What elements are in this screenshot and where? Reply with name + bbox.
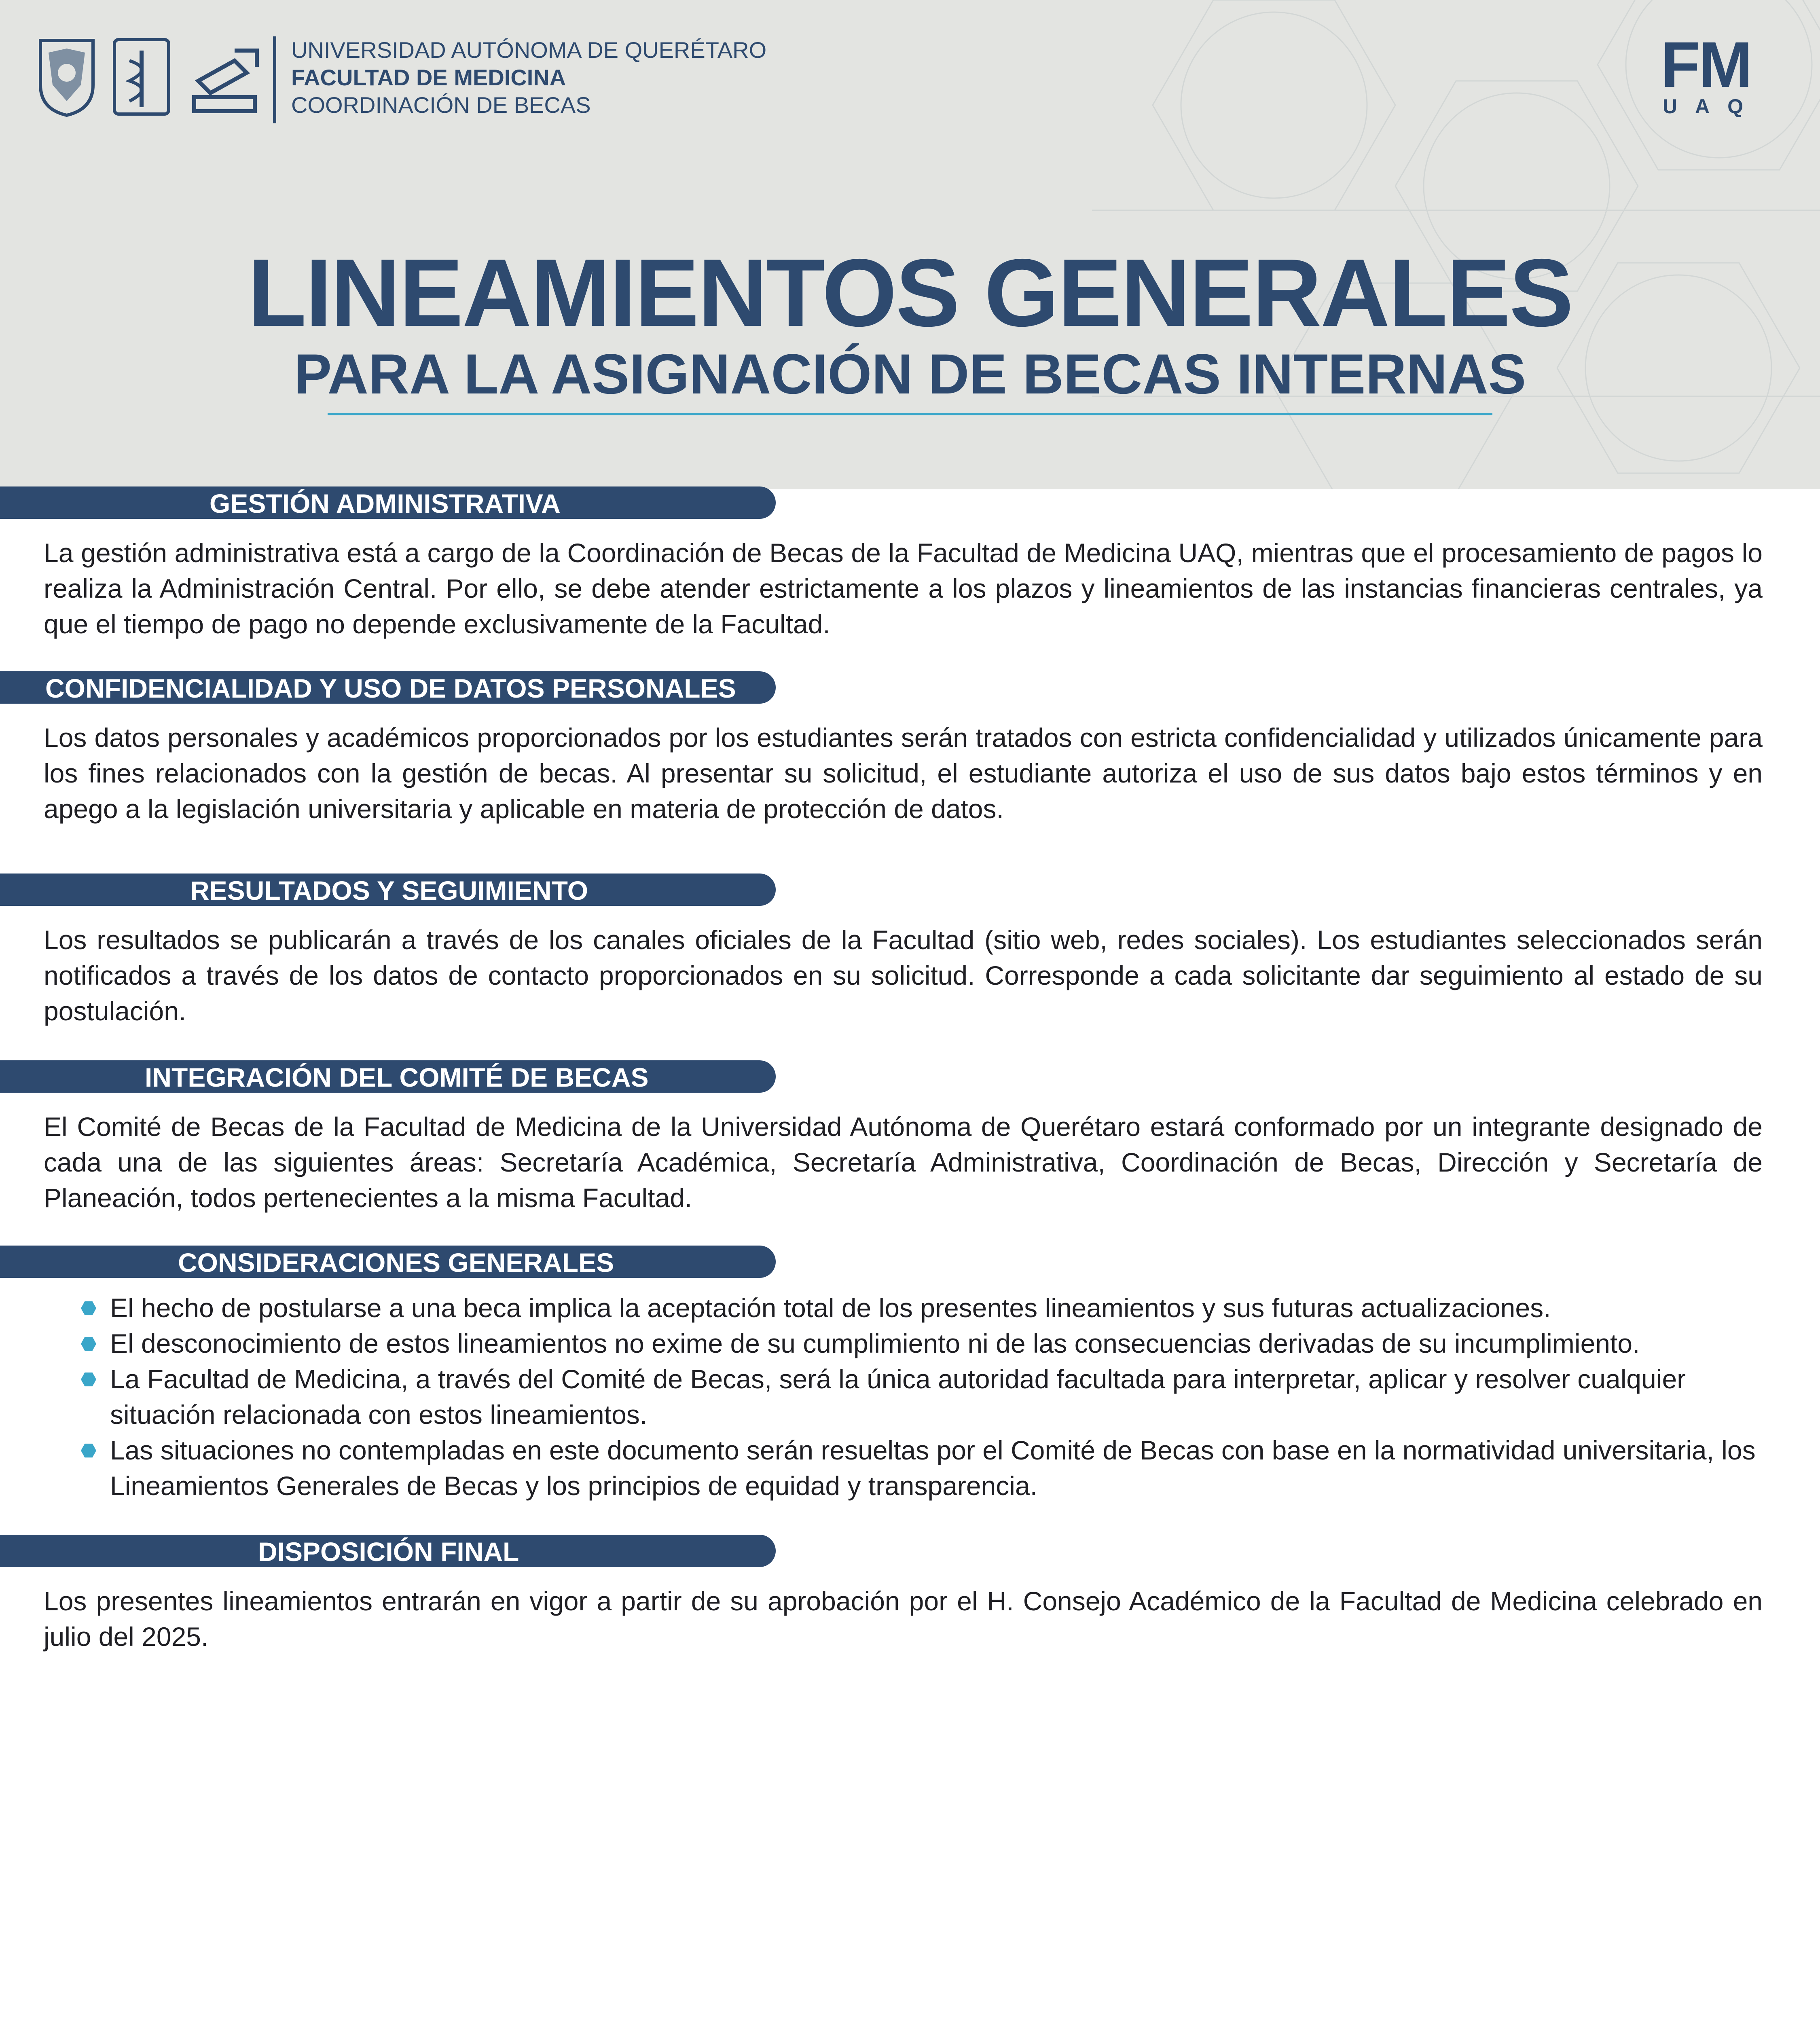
coordination-name: COORDINACIÓN DE BECAS — [291, 92, 591, 118]
list-item-text: El hecho de postularse a una beca implica la aceptación total de los presentes lineamientos y sus futuras actualizaciones. — [110, 1293, 1551, 1323]
section-body: El Comité de Becas de la Facultad de Medicina de la Universidad Autónoma de Querétaro estará conformado por un integrante designado de cada una de las siguientes áreas: Secretaría Académica, Secretaría Administrativa, Coordinación de Becas, Dirección y Secretaría de Planeación, todos pertenecientes a la misma Facultad. — [44, 1112, 1763, 1213]
section-title: DISPOSICIÓN FINAL — [258, 1537, 519, 1567]
title-underline — [328, 413, 1492, 415]
institution-name — [291, 36, 766, 119]
list-item — [81, 1361, 1796, 1432]
header-divider — [273, 36, 276, 123]
list-item-text: El desconocimiento de estos lineamientos no exime de su cumplimiento ni de las consecuencias derivadas de su incumplimiento. — [110, 1328, 1640, 1358]
hexagon-bullet-icon — [81, 1336, 96, 1352]
hexagon-bullet-icon — [81, 1301, 96, 1316]
hexagon-bullet-icon — [81, 1372, 96, 1387]
section-title: CONSIDERACIONES GENERALES — [178, 1248, 614, 1277]
page-title — [0, 239, 1820, 408]
section-title: INTEGRACIÓN DEL COMITÉ DE BECAS — [145, 1062, 649, 1092]
university-name: UNIVERSIDAD AUTÓNOMA DE QUERÉTARO — [291, 37, 767, 63]
section-body: La gestión administrativa está a cargo de la Coordinación de Becas de la Facultad de Medicina UAQ, mientras que el procesamiento de pagos lo realiza la Administración Central. Por ello, se debe atender estrictamente a los plazos y lineamientos de las instancias financieras centrales, ya que el tiempo de pago no depende exclusivamente de la Facultad. — [44, 538, 1763, 639]
hexagon-bullet-icon — [81, 1443, 96, 1458]
faculty-name: FACULTAD DE MEDICINA — [291, 65, 566, 90]
list-item-text: Las situaciones no contempladas en este documento serán resueltas por el Comité de Becas con base en la normatividad universitaria, los Lineamientos Generales de Becas y los principios de equidad y transparencia. — [110, 1435, 1756, 1501]
scholarship-hand-icon — [186, 36, 263, 117]
fm-logo-sub: UAQ — [1662, 95, 1761, 118]
section-body: Los resultados se publicarán a través de los canales oficiales de la Facultad (sitio web, redes sociales). Los estudiantes seleccionados serán notificados a través de los datos de contacto proporcionados en su solicitud. Corresponde a cada solicitante dar seguimiento al estado de su postulación. — [44, 925, 1763, 1026]
medicine-seal-icon — [111, 36, 172, 117]
section-body: Los presentes lineamientos entrarán en vigor a partir de su aprobación por el H. Consejo Académico de la Facultad de Medicina celebrado en julio del 2025. — [44, 1586, 1763, 1652]
section-title: CONFIDENCIALIDAD Y USO DE DATOS PERSONALES — [45, 673, 736, 703]
fm-logo-text: FM — [1660, 28, 1751, 101]
list-item — [81, 1432, 1796, 1504]
list-item-text: La Facultad de Medicina, a través del Comité de Becas, será la única autoridad facultada para interpretar, aplicar y resolver cualquier situación relacionada con estos lineamientos. — [110, 1364, 1686, 1430]
section-title: RESULTADOS Y SEGUIMIENTO — [190, 876, 588, 905]
section-title: GESTIÓN ADMINISTRATIVA — [210, 489, 561, 518]
list-item — [81, 1326, 1796, 1361]
section-body: Los datos personales y académicos proporcionados por los estudiantes serán tratados con estricta confidencialidad y utilizados únicamente para los fines relacionados con la gestión de becas. Al presentar su solicitud, el estudiante autoriza el uso de sus datos bajo estos términos y en apego a la legislación universitaria y aplicable en materia de protección de datos. — [44, 723, 1763, 824]
title-line-2: PARA LA ASIGNACIÓN DE BECAS INTERNAS — [294, 342, 1526, 406]
fm-uaq-logo — [1650, 28, 1761, 118]
uaq-seal-icon — [36, 36, 97, 117]
title-line-1: LINEAMIENTOS GENERALES — [248, 239, 1572, 347]
considerations-list — [81, 1290, 1796, 1504]
list-item — [81, 1290, 1796, 1326]
